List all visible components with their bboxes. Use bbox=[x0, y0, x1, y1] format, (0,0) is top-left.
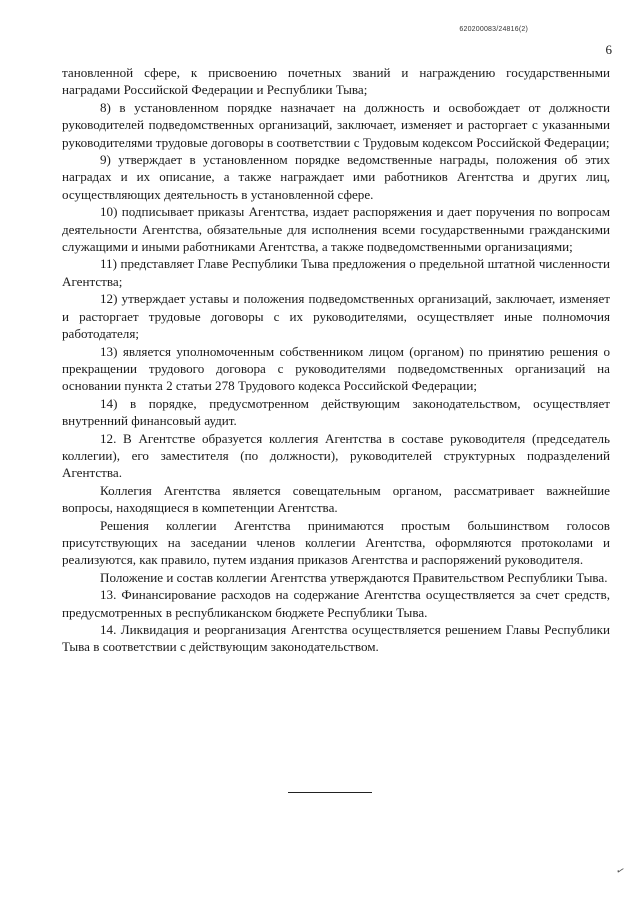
paragraph-section-14: 14. Ликвидация и реорганизация Агентства осуществляется решением Главы Республики Тыва в соответствии с действующим законодательством. bbox=[62, 622, 610, 655]
end-separator-line bbox=[288, 792, 372, 793]
paragraph-section-12: 12. В Агентстве образуется коллегия Агентства в составе руководителя (председатель коллегии), его заместителя (по должности), руководителей структурных подразделений Агентства. bbox=[62, 430, 610, 481]
paragraph-item-9: 9) утверждает в установленном порядке ведомственные награды, положения об этих наградах и их описание, а также награждает ими работников Агентства и других лиц, осуществляющих деятельность в установленной сфере. bbox=[62, 152, 610, 202]
paragraph-item-13: 13) является уполномоченным собственником лицом (органом) по принятию решения о прекращении трудового договора с руководителями подведомственных организаций на основании пункта 2 статьи 278 Трудового кодекса Российской Федерации; bbox=[62, 343, 610, 394]
paragraph-item-12: 12) утверждает уставы и положения подведомственных организаций, заключает, изменяет и расторгает трудовые договоры с их руководителями, осуществляет иные полномочия работодателя; bbox=[62, 291, 610, 342]
paragraph-collegium-decisions: Решения коллегии Агентства принимаются простым большинством голосов присутствующих на заседании членов коллегии Агентства, оформляются протоколами и реализуются, как правило, путем издания приказов Агентства и распоряжений руководителя. bbox=[62, 517, 610, 568]
checkmark-icon: ✓ bbox=[613, 864, 626, 879]
document-body bbox=[62, 64, 610, 656]
paragraph-collegium-role: Коллегия Агентства является совещательным органом, рассматривает важнейшие вопросы, находящиеся в компетенции Агентства. bbox=[62, 482, 610, 516]
document-code: 620200083/24816(2) bbox=[459, 26, 528, 33]
paragraph-item-14: 14) в порядке, предусмотренном действующим законодательством, осуществляет внутренний финансовый аудит. bbox=[62, 395, 610, 429]
paragraph-section-13: 13. Финансирование расходов на содержание Агентства осуществляется за счет средств, предусмотренных в республиканском бюджете Республики Тыва. bbox=[62, 587, 610, 620]
paragraph-item-8: 8) в установленном порядке назначает на должность и освобождает от должности руководителей подведомственных организаций, заключает, изменяет и расторгает с указанными руководителями трудовые договоры в соответствии с Трудовым кодексом Российской Федерации; bbox=[62, 99, 610, 150]
paragraph-item-10: 10) подписывает приказы Агентства, издает распоряжения и дает поручения по вопросам деятельности Агентства, обязательные для исполнения всеми государственными гражданскими служащими и иными работниками Агентства, а также подведомственными организациями; bbox=[62, 204, 610, 255]
paragraph-collegium-composition: Положение и состав коллегии Агентства утверждаются Правительством Республики Тыва. bbox=[100, 569, 608, 585]
paragraph-item-11: 11) представляет Главе Республики Тыва предложения о предельной штатной численности Агентства; bbox=[62, 256, 610, 289]
page-number: 6 bbox=[605, 42, 612, 57]
paragraph-continuation: тановленной сфере, к присвоению почетных званий и награждению государственными наградами Российской Федерации и Республики Тыва; bbox=[62, 65, 610, 98]
